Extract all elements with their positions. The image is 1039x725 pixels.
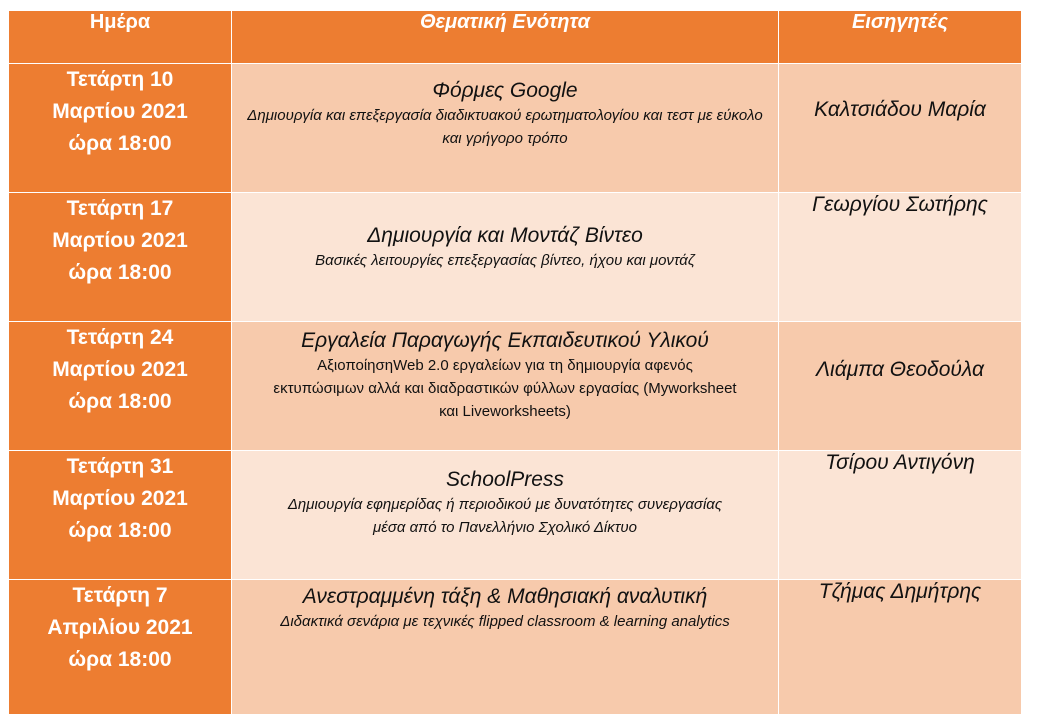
topic-description: Δημιουργία εφημερίδας ή περιοδικού με δυνατότητες συνεργασίας μέσα από το Πανελλήνιο Σχολικό Δίκτυο (287, 496, 723, 536)
day-time: ώρα 18:00 (68, 261, 172, 284)
topic-title: Δημιουργία και Μοντάζ Βίντεο (367, 224, 643, 247)
table-row (9, 451, 1022, 580)
speaker-cell: Λιάμπα Θεοδούλα (779, 322, 1022, 451)
day-time: ώρα 18:00 (68, 132, 172, 155)
day-date: Μαρτίου 2021 (52, 100, 188, 123)
topic-description: Βασικές λειτουργίες επεξεργασίας βίντεο, ήχου και μοντάζ (315, 252, 695, 269)
day-weekday: Τετάρτη 31 (66, 455, 174, 478)
day-weekday: Τετάρτη 7 (72, 584, 168, 607)
header-topic: Θεματική Ενότητα (232, 11, 779, 64)
table-row (9, 193, 1022, 322)
header-row (9, 11, 1022, 64)
day-date: Μαρτίου 2021 (52, 358, 188, 381)
table-row (9, 322, 1022, 451)
day-weekday: Τετάρτη 17 (66, 197, 174, 220)
topic-cell (232, 451, 779, 580)
day-date: Απριλίου 2021 (47, 616, 193, 639)
speaker-cell: Τσίρου Αντιγόνη (779, 451, 1022, 580)
day-time: ώρα 18:00 (68, 390, 172, 413)
day-date: Μαρτίου 2021 (52, 487, 188, 510)
topic-cell (232, 322, 779, 451)
day-time: ώρα 18:00 (68, 519, 172, 542)
day-cell (9, 193, 232, 322)
schedule-table (8, 10, 1022, 715)
speaker-cell: Τζήμας Δημήτρης (779, 580, 1022, 715)
speaker-cell: Γεωργίου Σωτήρης (779, 193, 1022, 322)
day-date: Μαρτίου 2021 (52, 229, 188, 252)
day-cell (9, 580, 232, 715)
topic-cell (232, 193, 779, 322)
day-time: ώρα 18:00 (68, 648, 172, 671)
topic-cell (232, 64, 779, 193)
day-weekday: Τετάρτη 24 (66, 326, 174, 349)
day-cell (9, 322, 232, 451)
topic-cell (232, 580, 779, 715)
topic-title: Ανεστραμμένη τάξη & Μαθησιακή αναλυτική (302, 585, 708, 608)
topic-title: Εργαλεία Παραγωγής Εκπαιδευτικού Υλικού (301, 329, 709, 352)
table-body (9, 64, 1022, 715)
topic-description: Διδακτικά σενάρια με τεχνικές flipped classroom & learning analytics (280, 613, 730, 630)
table-row (9, 64, 1022, 193)
topic-title: SchoolPress (446, 468, 564, 491)
topic-description: Δημιουργία και επεξεργασία διαδικτυακού ερωτηματολογίου και τεστ με εύκολο και γρήγορο τρόπο (247, 107, 763, 147)
topic-title: Φόρμες Google (432, 79, 578, 102)
table-row (9, 580, 1022, 715)
header-speakers: Εισηγητές (779, 11, 1022, 64)
header-day: Ημέρα (9, 11, 232, 64)
table-header (9, 11, 1022, 64)
topic-description: ΑξιοποίησηWeb 2.0 εργαλείων για τη δημιουργία αφενός εκτυπώσιμων αλλά και διαδραστικών φύλλων εργασίας (Myworksheet και Liveworksheets) (273, 357, 737, 420)
day-cell (9, 64, 232, 193)
day-cell (9, 451, 232, 580)
day-weekday: Τετάρτη 10 (66, 68, 174, 91)
speaker-cell: Καλτσιάδου Μαρία (779, 64, 1022, 193)
